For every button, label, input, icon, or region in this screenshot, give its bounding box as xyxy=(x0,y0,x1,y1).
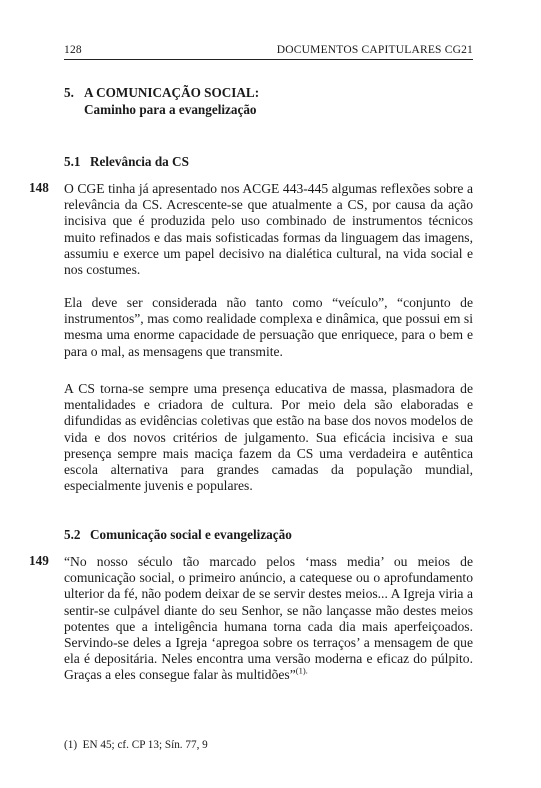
subsection-heading-5-2 xyxy=(64,525,292,544)
header-rule xyxy=(64,59,473,60)
section-subtitle: Caminho para a evangelização xyxy=(84,102,257,117)
section-heading-5 xyxy=(64,83,259,102)
quote-text: “No nosso século tão marcado pelos ‘mass media’ ou meios de comunicação social, o primeiro anúncio, a catequese ou o aprofundamento ulterior da fé, não podem deixar de se servir destes meios... A Igreja viria a sentir-se culpável diante do seu Senhor, se não lançasse mão destes meios potentes que a inteligência humana torna cada dia mais aperfeiçoados. Servindo-se deles a Igreja ‘apregoa sobre os terraços’ a mensagem de que ela é depositária. Neles encontra uma versão moderna e eficaz do púlpito. Graças a eles consegue falar às multidões” xyxy=(64,554,473,683)
margin-number-148: 148 xyxy=(29,180,49,195)
paragraph: Ela deve ser considerada não tanto como “veículo”, “conjunto de instrumentos”, mas como realidade complexa e dinâmica, que possui em si mesma uma enorme capacidade de persuação que enriquece, para o bem e para o mal, as mensagens que transmite. xyxy=(64,295,473,359)
footnote-reference: (1). xyxy=(295,665,308,676)
page-number: 128 xyxy=(64,44,82,56)
quoted-paragraph xyxy=(64,554,473,684)
section-title: A COMUNICAÇÃO SOCIAL: xyxy=(84,85,260,100)
paragraph: O CGE tinha já apresentado nos ACGE 443-445 algumas reflexões sobre a relevância da CS. Acrescente-se que atualmente a CS, por causa da ação incisiva que é produzida pelo uso combinado de instrumentos técnicos muito refinados e das mais sofisticadas formas da linguagem das imagens, assumiu e exerce um papel decisivo na dialética cultural, na vida social e nos costumes. xyxy=(64,181,473,278)
subsection-heading-5-1 xyxy=(64,152,189,171)
subsection-number: 5.2 xyxy=(64,527,81,542)
footnote: (1) EN 45; cf. CP 13; Sín. 77, 9 xyxy=(64,739,208,751)
subsection-title: Comunicação social e evangelização xyxy=(90,527,292,542)
subsection-title: Relevância da CS xyxy=(90,154,189,169)
paragraph: A CS torna-se sempre uma presença educativa de massa, plasmadora de mentalidades e criadora de cultura. Por meio dela são elaboradas e difundidas as evidências coletivas que estão na base dos novos modelos de vida e dos novos critérios de julgamento. Sua eficácia incisiva e sua presença sempre mais maciça fazem da CS uma verdadeira e autêntica escola alternativa para grandes camadas da população mundial, especialmente juvenis e populares. xyxy=(64,381,473,494)
subsection-number: 5.1 xyxy=(64,154,81,169)
running-header xyxy=(64,44,473,56)
running-title: DOCUMENTOS CAPITULARES CG21 xyxy=(276,44,473,56)
section-number: 5. xyxy=(64,85,74,100)
margin-number-149: 149 xyxy=(29,553,49,568)
